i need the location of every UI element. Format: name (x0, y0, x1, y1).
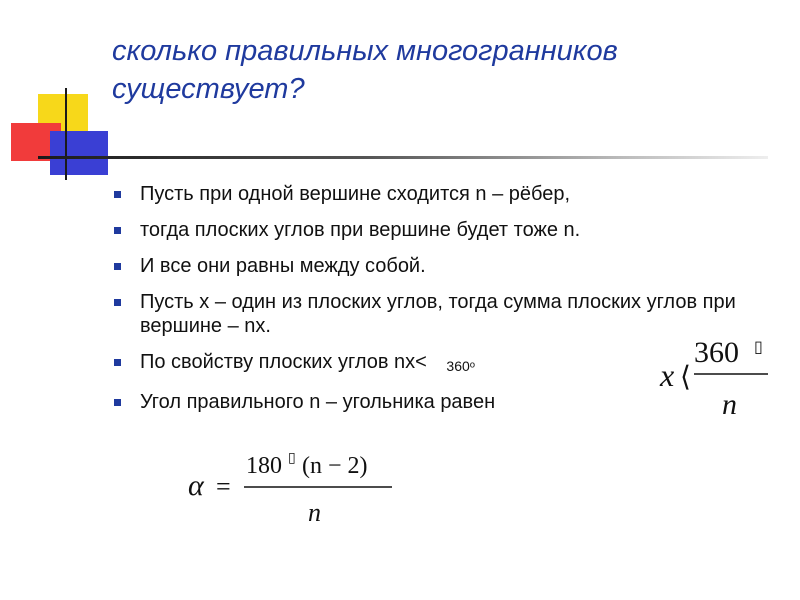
formula-denominator: n (308, 498, 321, 527)
blue-square-decoration (50, 131, 108, 175)
degree-glyph: ▯ (288, 451, 296, 466)
formula-numerator: 360 (694, 336, 739, 369)
bullet-text: Пусть x – один из плоских углов, тогда сумма плоских углов при вершине – nx. (140, 291, 736, 337)
bullet-text: Пусть при одной вершине сходится n – рёбер, (140, 183, 571, 205)
inline-value-360: 360ᵒ (446, 358, 476, 374)
bullet-item (112, 254, 742, 278)
vertical-rule (65, 88, 67, 180)
bullet-marker-icon (114, 359, 121, 366)
bullet-item (112, 182, 742, 206)
bullet-item (112, 218, 742, 242)
formula-relation: ⟨ (680, 362, 691, 393)
bullet-marker-icon (114, 263, 121, 270)
formula-numerator-value: 180 (246, 453, 282, 479)
bullet-text: И все они равны между собой. (140, 255, 426, 277)
bullet-text: тогда плоских углов при вершине будет тоже n. (140, 219, 581, 241)
formula-equals: = (216, 472, 231, 501)
bullet-text: По свойству плоских углов nx< (140, 351, 427, 373)
title-underline-rule (38, 156, 768, 159)
bullet-item (112, 290, 742, 338)
degree-glyph: ▯ (754, 339, 763, 356)
bullet-list (112, 182, 742, 426)
formula-angle-inequality (658, 330, 788, 422)
formula-polygon-angle (186, 447, 416, 527)
bullet-marker-icon (114, 299, 121, 306)
formula-lhs: x (660, 357, 675, 393)
slide-title: сколько правильных многогранников существует? (112, 35, 618, 105)
bullet-marker-icon (114, 399, 121, 406)
bullet-marker-icon (114, 191, 121, 198)
formula-numerator-rest: (n − 2) (302, 453, 368, 479)
bullet-text: Угол правильного n – угольника равен (140, 391, 496, 413)
formula-alpha: α (188, 469, 204, 502)
bullet-marker-icon (114, 227, 121, 234)
bullet-item (112, 390, 742, 414)
formula-denominator: n (722, 388, 737, 421)
bullet-item (112, 350, 742, 378)
